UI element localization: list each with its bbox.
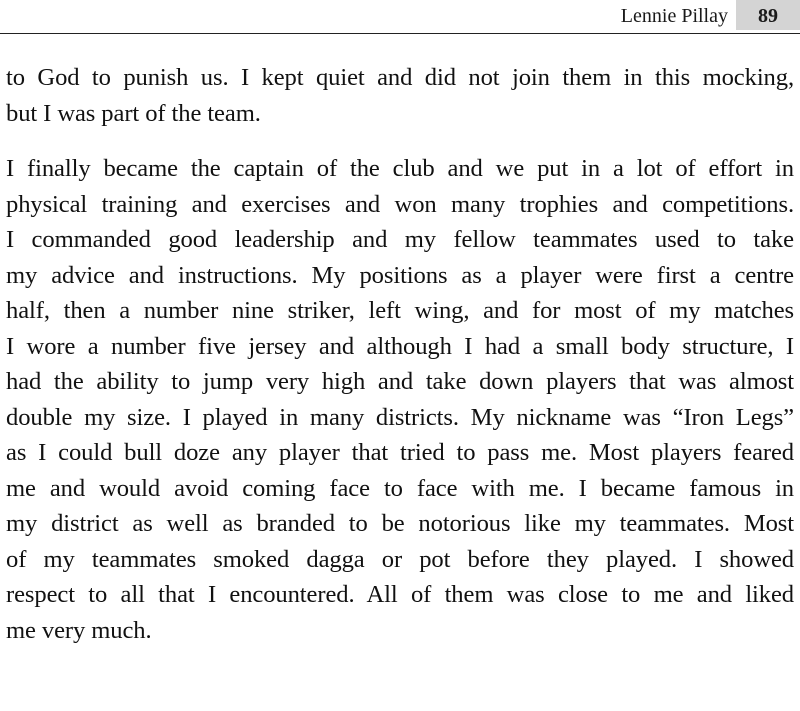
text-line: physical training and exercises and won many trophies and competitions.: [6, 190, 794, 218]
body-text: [6, 60, 794, 648]
text-line: I finally became the captain of the club and we put in a lot of effort in: [6, 155, 794, 182]
header-author-name: Lennie Pillay: [620, 5, 728, 27]
text-line: half, then a number nine striker, left wing, and for most of my matches: [6, 297, 794, 324]
page-number-box: [736, 0, 800, 30]
text-line: me and would avoid coming face to face with me. I became famous in: [6, 474, 794, 502]
text-line: me very much.: [6, 616, 152, 644]
text-line: double my size. I played in many districts. My nickname was “Iron Legs”: [6, 403, 794, 431]
text-line: of my teammates smoked dagga or pot before they played. I showed: [6, 545, 794, 573]
text-line: I commanded good leadership and my fellow teammates used to take: [6, 226, 794, 253]
text-line: my advice and instructions. My positions as a player were first a centre: [6, 261, 794, 289]
paragraph-2: [6, 151, 794, 648]
text-line: respect to all that I encountered. All of them was close to me and liked: [6, 581, 794, 608]
text-line: I wore a number five jersey and although I had a small body structure, I: [6, 332, 794, 360]
running-header: [0, 0, 800, 34]
text-line: as I could bull doze any player that tried to pass me. Most players feared: [6, 439, 794, 466]
page-number: 89: [758, 5, 778, 27]
text-line: had the ability to jump very high and take down players that was almost: [6, 368, 794, 395]
paragraph-1: [6, 60, 794, 131]
header-rule: [0, 33, 800, 34]
text-line: my district as well as branded to be notorious like my teammates. Most: [6, 510, 794, 537]
text-line: to God to punish us. I kept quiet and did not join them in this mocking,: [6, 64, 794, 91]
text-line: but I was part of the team.: [6, 99, 261, 127]
